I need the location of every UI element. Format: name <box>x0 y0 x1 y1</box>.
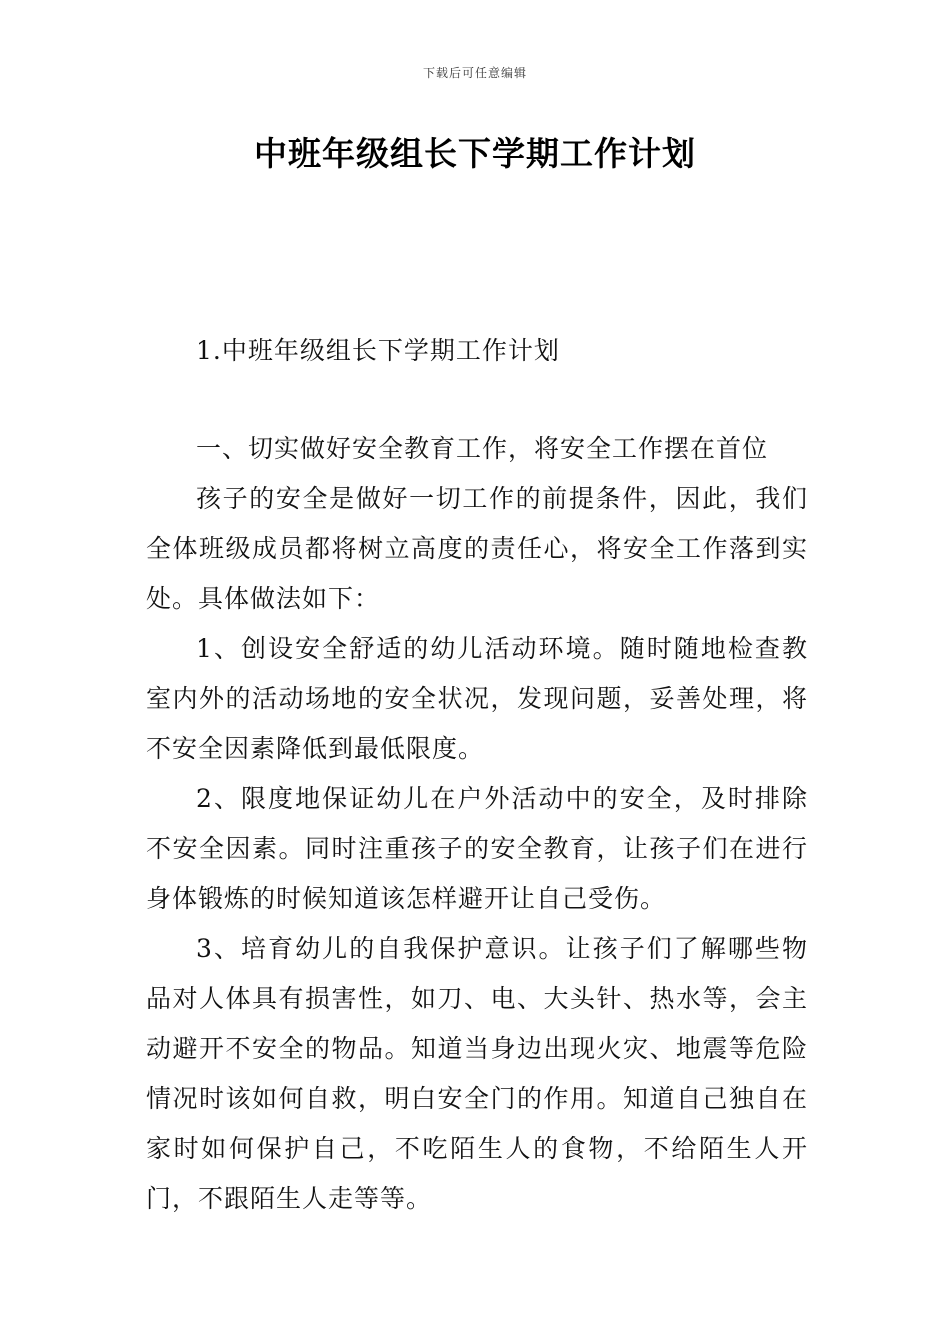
paragraph-item-1: 1、创设安全舒适的幼儿活动环境。随时随地检查教室内外的活动场地的安全状况，发现问题，妥善处理，将不安全因素降低到最低限度。 <box>146 634 808 763</box>
header-note: 下载后可任意编辑 <box>422 66 527 80</box>
document-title: 中班年级组长下学期工作计划 <box>254 134 696 173</box>
section-heading: 一、切实做好安全教育工作，将安全工作摆在首位 <box>196 434 769 463</box>
paragraph-item-2: 2、限度地保证幼儿在户外活动中的安全，及时排除不安全因素。同时注重孩子的安全教育，让孩子们在进行身体锻炼的时候知道该怎样避开让自己受伤。 <box>146 784 808 913</box>
document-subtitle: 1.中班年级组长下学期工作计划 <box>196 336 560 365</box>
paragraph-intro: 孩子的安全是做好一切工作的前提条件，因此，我们全体班级成员都将树立高度的责任心，将安全工作落到实处。具体做法如下： <box>146 484 808 613</box>
body-paragraphs <box>146 474 808 1224</box>
paragraph-item-3: 3、培育幼儿的自我保护意识。让孩子们了解哪些物品对人体具有损害性，如刀、电、大头针、热水等，会主动避开不安全的物品。知道当身边出现火灾、地震等危险情况时该如何自救，明白安全门的作用。知道自己独自在家时如何保护自己，不吃陌生人的食物，不给陌生人开门，不跟陌生人走等等。 <box>146 934 808 1213</box>
